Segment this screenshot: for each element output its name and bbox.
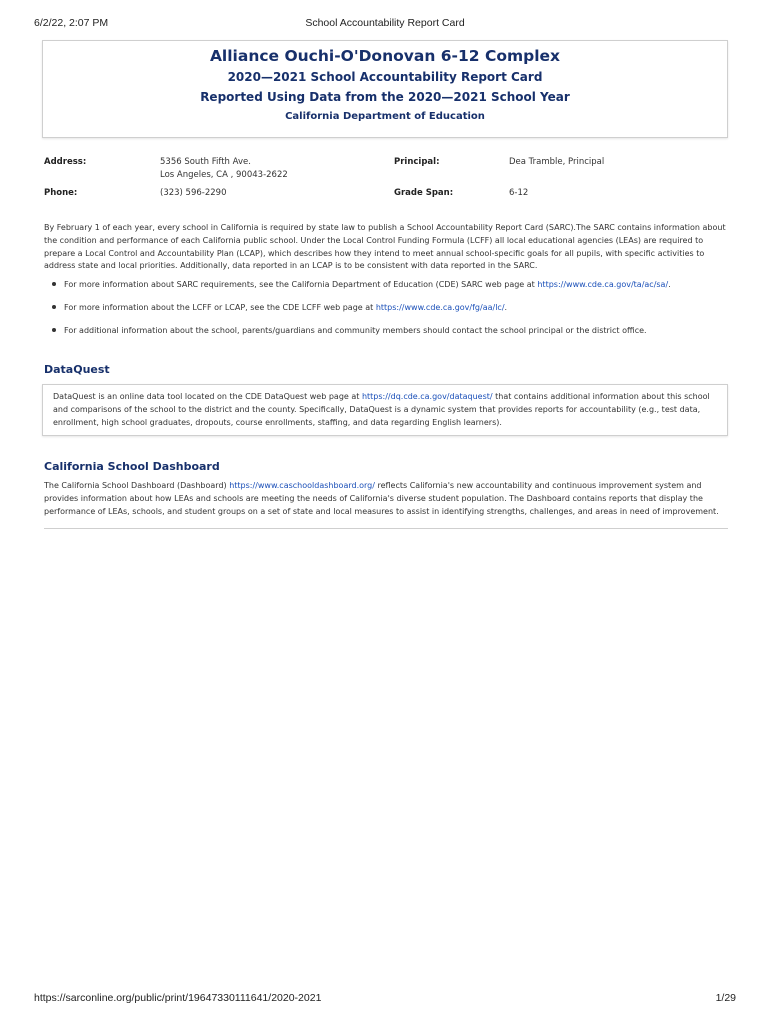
- grade-span-value: 6-12: [509, 188, 529, 198]
- phone-label: Phone:: [44, 188, 78, 198]
- dataquest-link[interactable]: https://dq.cde.ca.gov/dataquest/: [361, 392, 493, 401]
- principal-value: Dea Tramble, Principal: [509, 157, 605, 167]
- address-line-1: 5356 South Fifth Ave.: [160, 157, 251, 167]
- dataquest-box: [42, 384, 728, 436]
- dashboard-text: The California School Dashboard (Dashboard): [44, 481, 230, 490]
- principal-label: Principal:: [394, 157, 440, 167]
- address-label: Address:: [44, 157, 87, 167]
- bullet-text: For more information about the LCFF or LCAP, see the CDE LCFF web page at: [64, 303, 376, 312]
- address-value: [160, 156, 288, 182]
- dashboard-heading: California School Dashboard: [44, 460, 220, 473]
- dataquest-text-end: that contains additional information about this school and comparisons of the school to the district and the county. Specifically, DataQuest is a dynamic system that provides reports for accountability (e.g., test data, enrollment, high school graduates, dropouts, course enrollments, staffing, and data regarding English learners).: [53, 392, 710, 427]
- sarc-link[interactable]: https://www.cde.ca.gov/ta/ac/sa/: [537, 280, 669, 289]
- dataquest-heading: DataQuest: [44, 363, 110, 376]
- dashboard-paragraph: [44, 479, 728, 518]
- bullet-text-end: .: [668, 280, 671, 289]
- section-divider: [44, 528, 728, 529]
- print-date: 6/2/22, 2:07 PM: [34, 17, 109, 29]
- school-name: Alliance Ouchi-O'Donovan 6-12 Complex: [209, 47, 561, 65]
- bullet-icon: [52, 305, 56, 309]
- list-item: [52, 302, 722, 325]
- bullet-icon: [52, 328, 56, 332]
- bullet-text-end: .: [504, 303, 508, 312]
- info-bullet-list: [52, 279, 722, 348]
- print-header: [34, 17, 736, 31]
- page-number: 1/29: [715, 992, 736, 1004]
- dataquest-text: DataQuest is an online data tool located on the CDE DataQuest web page at: [53, 392, 362, 401]
- list-item: [52, 279, 722, 302]
- lcff-link[interactable]: https://www.cde.ca.gov/fg/aa/lc/: [375, 303, 505, 312]
- print-document-title: School Accountability Report Card: [305, 17, 465, 29]
- report-title: 2020—2021 School Accountability Report Card: [227, 70, 543, 84]
- dashboard-link[interactable]: https://www.caschooldashboard.org/: [229, 481, 375, 490]
- grade-span-label: Grade Span:: [394, 188, 454, 198]
- list-item: [52, 325, 722, 348]
- bullet-icon: [52, 282, 56, 286]
- department-name: California Department of Education: [285, 111, 485, 122]
- bullet-text: For additional information about the school, parents/guardians and community members should contact the school principal or the district office.: [64, 326, 647, 335]
- print-footer: [34, 992, 736, 1006]
- print-url: https://sarconline.org/public/print/19647330111641/2020-2021: [34, 992, 322, 1004]
- title-box: [42, 40, 728, 138]
- bullet-text: For more information about SARC requirements, see the California Department of Education (CDE) SARC web page at: [64, 280, 538, 289]
- reported-year: Reported Using Data from the 2020—2021 School Year: [200, 90, 570, 104]
- address-line-2: Los Angeles, CA , 90043-2622: [160, 170, 288, 180]
- phone-value: (323) 596-2290: [160, 188, 227, 198]
- intro-paragraph: By February 1 of each year, every school in California is required by state law to publish a School Accountability Report Card (SARC).The SARC contains information about the condition and performance of each California public school. Under the Local Control Funding Formula (LCFF) all local educational agencies (LEAs) are required to prepare a Local Control and Accountability Plan (LCAP), which describes how they intend to meet annual school-specific goals for all pupils, with specific activities to address state and local priorities. Additionally, data reported in an LCAP is to be consistent with data reported in the SARC.: [44, 223, 726, 271]
- dashboard-text-end: reflects California's new accountability and continuous improvement system and provides information about how LEAs and schools are meeting the needs of California's diverse student population. The Dashboard contains reports that display the performance of LEAs, schools, and student groups on a set of state and local measures to assist in identifying strengths, challenges, and areas in need of improvement.: [44, 481, 719, 516]
